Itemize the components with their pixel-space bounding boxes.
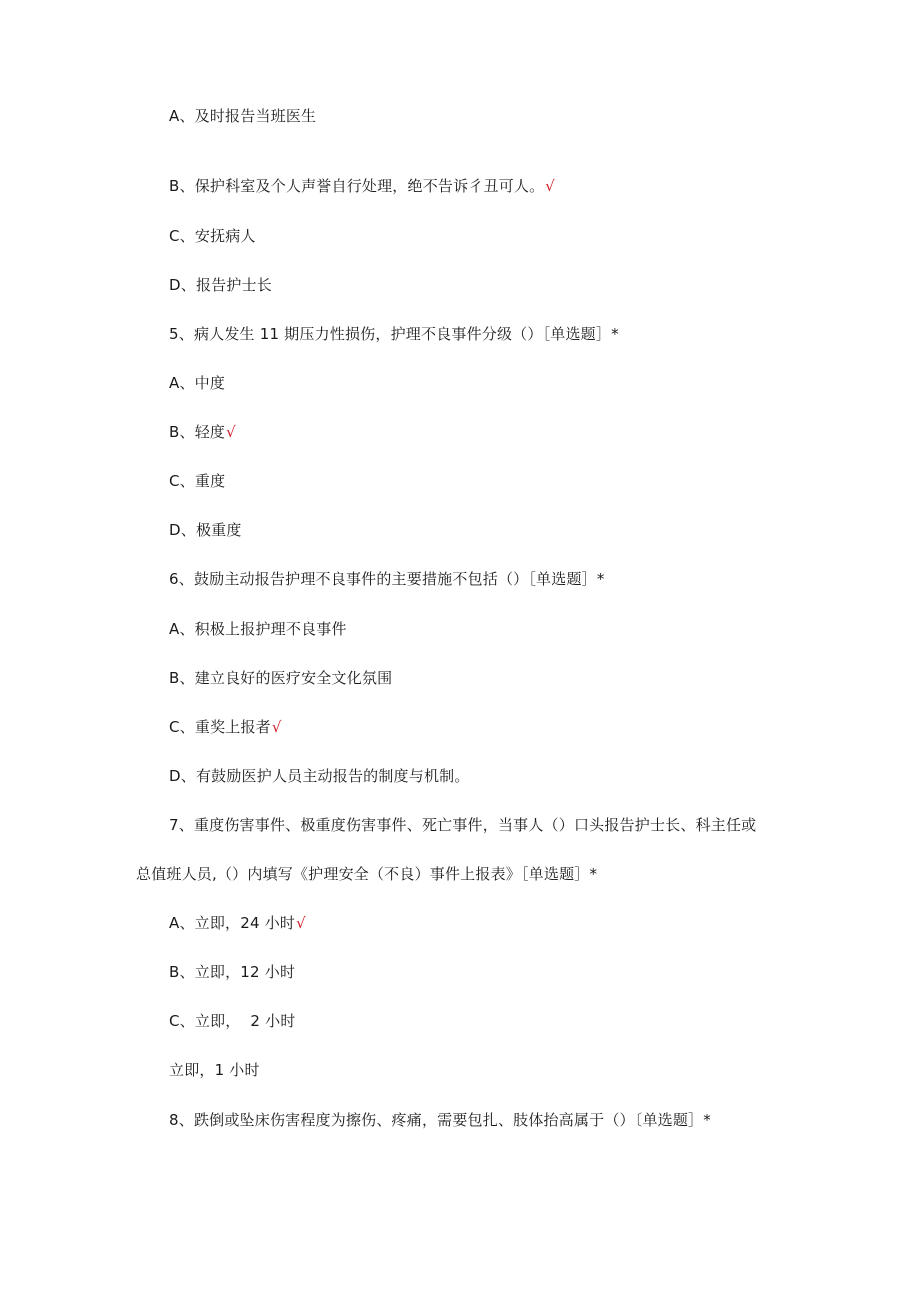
option-text: C、重度 [169, 472, 226, 490]
question-text: 5、病人发生 11 期压力性损伤，护理不良事件分级（）［单选题］* [169, 325, 619, 343]
option-text: B、立即，12 小时 [169, 963, 296, 981]
question-text: 7、重度伤害事件、极重度伤害事件、死亡事件，当事人（）口头报告护士长、科主任或 [169, 816, 757, 834]
q8-question [169, 1110, 711, 1130]
q4-option-d [169, 275, 272, 295]
option-text: A、积极上报护理不良事件 [169, 620, 347, 638]
q6-question [169, 569, 605, 589]
q7-question-line2 [136, 864, 597, 884]
q7-option-c [169, 1011, 296, 1031]
correct-check-icon: √ [296, 914, 306, 932]
q6-option-a [169, 619, 347, 639]
q6-option-b [169, 668, 392, 688]
question-text: 6、鼓励主动报告护理不良事件的主要措施不包括（）［单选题］* [169, 570, 605, 588]
option-text: C、安抚病人 [169, 227, 256, 245]
correct-check-icon: √ [545, 177, 556, 195]
q7-option-a [169, 913, 306, 933]
option-text: D、极重度 [169, 521, 242, 539]
q7-option-d [169, 1060, 260, 1080]
option-text: 立即，1 小时 [169, 1061, 260, 1079]
correct-check-icon: √ [271, 718, 282, 736]
option-text: B、建立良好的医疗安全文化氛围 [169, 669, 393, 687]
q4-option-c [169, 226, 256, 246]
option-text: D、有鼓励医护人员主动报告的制度与机制。 [169, 767, 470, 785]
option-text: C、重奖上报者 [169, 718, 271, 736]
q4-option-b [169, 176, 555, 196]
q6-option-d [169, 766, 470, 786]
option-text: A、中度 [169, 374, 226, 392]
q5-option-a [169, 373, 225, 393]
correct-check-icon: √ [226, 423, 236, 441]
option-text: A、立即，24 小时 [169, 914, 296, 932]
option-text: B、保护科室及个人声誉自行处理，绝不告诉彳丑可人。 [169, 177, 545, 195]
option-text: B、轻度 [169, 423, 226, 441]
option-text: D、报告护士长 [169, 276, 272, 294]
q5-question [169, 324, 619, 344]
question-text: 总值班人员,（）内填写《护理安全（不良）事件上报表》［单选题］* [136, 865, 598, 883]
q4-option-a [169, 106, 316, 126]
q6-option-c [169, 717, 282, 737]
q7-option-b [169, 962, 295, 982]
question-text: 8、跌倒或坠床伤害程度为擦伤、疼痛，需要包扎、肢体抬高属于（）〔单选题］* [169, 1111, 711, 1129]
option-text: A、及时报告当班医生 [169, 107, 317, 125]
q5-option-b [169, 422, 236, 442]
option-text: C、立即， 2 小时 [169, 1012, 296, 1030]
q7-question-line1 [169, 815, 756, 835]
q5-option-d [169, 520, 242, 540]
q5-option-c [169, 471, 225, 491]
